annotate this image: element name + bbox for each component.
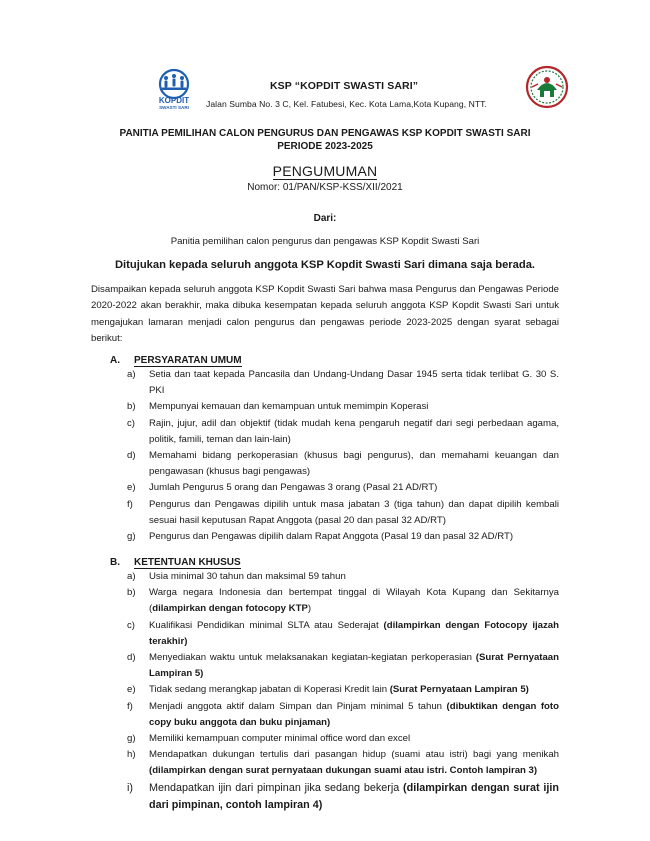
section-b-heading [110, 557, 241, 568]
list-item [127, 497, 559, 529]
item-bold-note: (dibuktikan dengan foto copy buku anggota dan buku pinjaman) [149, 700, 559, 728]
item-marker: g) [127, 733, 136, 745]
from-text: Panitia pemilihan calon pengurus dan pengawas KSP Kopdit Swasti Sari [170, 236, 480, 247]
item-bold-note: (dilampirkan dengan surat ijin dari pimpinan, contoh lampiran 4) [149, 781, 559, 811]
list-item [127, 682, 559, 698]
section-b-title: KETENTUAN KHUSUS [134, 557, 241, 568]
list-item [127, 480, 559, 496]
document-title-text: PENGUMUMAN [272, 163, 378, 179]
list-item [127, 618, 559, 650]
item-marker: f) [127, 498, 133, 510]
section-a-title: PERSYARATAN UMUM [134, 355, 242, 366]
item-marker: h) [127, 749, 136, 761]
item-text: Tidak sedang merangkap jabatan di Koperasi Kredit lain [149, 684, 390, 696]
item-text: Memahami bidang perkoperasian (khusus bagi pengurus), dan memahami keuangan dan pengawasan (khusus bagi pengawas) [149, 450, 559, 478]
item-text: Memiliki kemampuan computer minimal office word dan excel [149, 733, 411, 745]
item-bold-note: (Surat Pernyataan Lampiran 5) [149, 652, 560, 680]
item-text: Warga negara Indonesia dan bertempat tinggal di Wilayah Kota Kupang dan Sekitarnya ( [149, 587, 559, 615]
list-item [127, 569, 559, 585]
item-bold-note: (dilampirkan dengan surat pernyataan dukungan suami atau istri. Contoh lampiran 3) [149, 765, 538, 777]
item-text: Setia dan taat kepada Pancasila dan Undang-Undang Dasar 1945 serta tidak terlibat G. 30 S. PKI [149, 369, 559, 397]
cooperative-emblem-logo [524, 64, 570, 110]
list-item [127, 699, 559, 731]
list-item [127, 650, 559, 682]
intro-paragraph: Disampaikan kepada seluruh anggota KSP Kopdit Swasti Sari bahwa masa Pengurus dan Pengawas Periode 2020-2022 akan berakhir, maka dibuka kesempatan kepada seluruh anggota KSP Kopdit Swasti Sari untuk mengajukan lamaran menjadi calon pengurus dan pengawas periode 2023-2025 dengan syarat sebagai berikut: [91, 284, 559, 344]
item-text: Usia minimal 30 tahun dan maksimal 59 tahun [149, 571, 346, 582]
list-item [127, 416, 559, 448]
item-marker: a) [127, 369, 136, 380]
item-marker: c) [127, 619, 135, 631]
item-marker: e) [127, 482, 136, 494]
list-item [127, 448, 559, 480]
item-marker: d) [127, 652, 136, 664]
list-item [127, 747, 559, 779]
section-b-list [127, 569, 559, 814]
committee-period: PERIODE 2023-2025 [277, 141, 373, 152]
organization-name: KSP “KOPDIT SWASTI SARI” [270, 80, 419, 92]
item-text-tail: ) [307, 603, 312, 615]
organization-address: Jalan Sumba No. 3 C, Kel. Fatubesi, Kec. Kota Lama,Kota Kupang, NTT. [206, 99, 487, 109]
list-item [127, 731, 559, 747]
svg-text:SWASTI SARI: SWASTI SARI [159, 105, 189, 110]
item-text: Mendapatkan dukungan tertulis dari pasangan hidup (suami atau istri) bagi yang menikah [149, 749, 559, 761]
item-marker: e) [127, 684, 136, 696]
item-marker: b) [127, 401, 136, 413]
item-marker: i) [127, 781, 133, 794]
item-text: Pengurus dan Pengawas dipilih untuk masa jabatan 3 (tiga tahun) dan dapat dipilih kembali sesuai hasil keputusan Rapat Anggota (pasal 20 dan pasal 32 AD/RT) [149, 498, 559, 526]
addressed-to: Ditujukan kepada seluruh anggota KSP Kopdit Swasti Sari dimana saja berada. [114, 259, 536, 271]
item-marker: a) [127, 571, 136, 582]
item-text: Menjadi anggota aktif dalam Simpan dan Pinjam minimal 5 tahun [149, 700, 447, 712]
item-marker: b) [127, 587, 136, 599]
item-text: Mempunyai kemauan dan kemampuan untuk memimpin Koperasi [149, 401, 429, 413]
item-text: Mendapatkan ijin dari pimpinan jika sedang bekerja [149, 781, 404, 794]
item-marker: f) [127, 700, 133, 712]
committee-title: PANITIA PEMILIHAN CALON PENGURUS DAN PENGAWAS KSP KOPDIT SWASTI SARI [119, 128, 531, 139]
item-marker: g) [127, 531, 136, 543]
item-text: Kualifikasi Pendidikan minimal SLTA atau Sederajat [149, 619, 384, 631]
list-item [127, 367, 559, 399]
item-bold-note: dilampirkan dengan fotocopy KTP [152, 603, 308, 615]
item-bold-note: (dilampirkan dengan Fotocopy ijazah terakhir) [149, 619, 560, 647]
item-text: Menyediakan waktu untuk melaksanakan kegiatan-kegiatan perkoperasian [149, 652, 476, 664]
item-text: Pengurus dan Pengawas dipilih dalam Rapat Anggota (Pasal 19 dan pasal 32 AD/RT) [149, 531, 514, 543]
list-item [127, 529, 559, 545]
item-text: Jumlah Pengurus 5 orang dan Pengawas 3 orang (Pasal 21 AD/RT) [149, 482, 438, 494]
list-item [127, 780, 559, 814]
kopdit-logo [152, 68, 196, 112]
document-number: Nomor: 01/PAN/KSP-KSS/XII/2021 [247, 182, 403, 193]
item-marker: d) [127, 450, 136, 462]
item-marker: c) [127, 417, 135, 429]
document-title [0, 163, 650, 179]
list-item [127, 399, 559, 415]
from-label: Dari: [313, 213, 337, 224]
list-item [127, 585, 559, 617]
section-a-letter: A. [110, 355, 120, 366]
section-b-letter: B. [110, 557, 120, 568]
section-a-heading [110, 355, 242, 366]
item-text: Rajin, jujur, adil dan objektif (tidak mudah kena pengaruh negatif dari segi perbedaan agama, politik, famili, teman dan lain-lain) [149, 417, 559, 445]
item-bold-note: (Surat Pernyataan Lampiran 5) [389, 684, 529, 696]
svg-text:KOPDIT: KOPDIT [158, 96, 190, 105]
section-a-list [127, 367, 559, 545]
